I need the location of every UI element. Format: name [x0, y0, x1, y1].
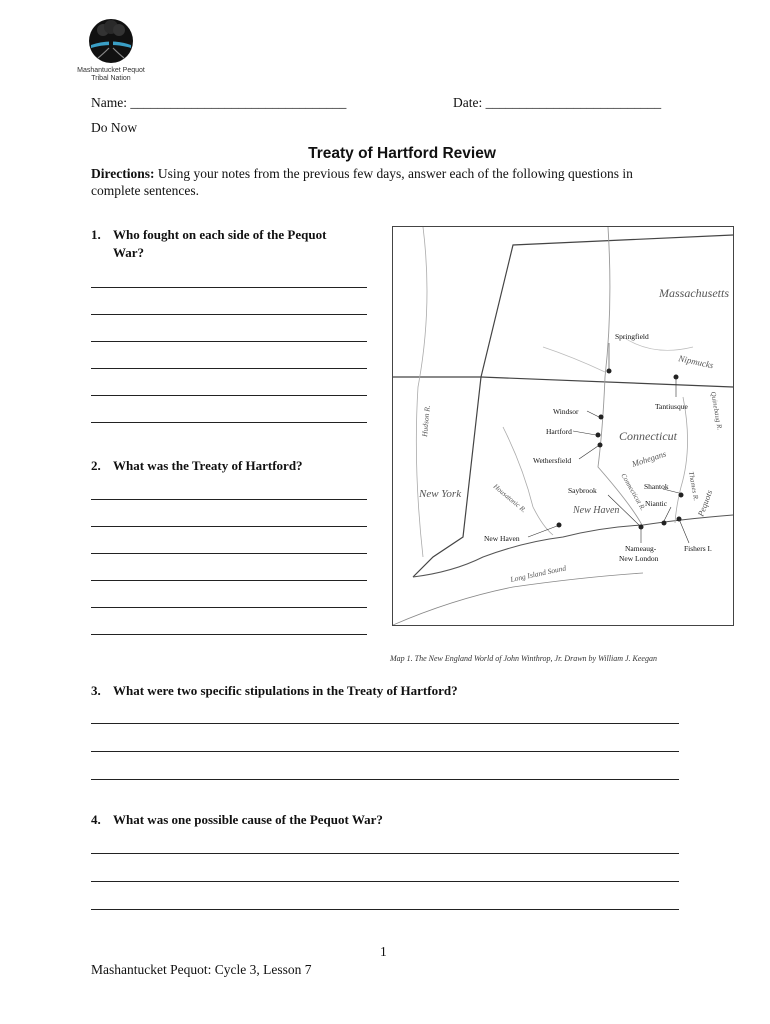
question-number: 3.: [91, 683, 101, 698]
question-number: 1.: [91, 227, 101, 242]
question-2: [91, 458, 303, 474]
city-hartford: Hartford: [546, 427, 572, 436]
region-pequots: Pequots: [695, 488, 715, 518]
region-massachusetts: Massachusetts: [659, 286, 729, 300]
question-1: [91, 227, 326, 243]
answer-line[interactable]: [91, 909, 679, 910]
page-title: Treaty of Hartford Review: [308, 145, 496, 162]
answer-line[interactable]: [91, 314, 367, 315]
question-text: What was one possible cause of the Pequot War?: [113, 812, 383, 827]
city-springfield: Springfield: [615, 332, 649, 341]
logo-caption-line2: Tribal Nation: [91, 75, 131, 82]
answer-line[interactable]: [91, 553, 367, 554]
river-hudson: Hudson R.: [420, 404, 432, 438]
question-number: 4.: [91, 812, 101, 827]
city-shantok: Shantok: [644, 482, 669, 491]
river-connecticut: Connecticut R.: [619, 472, 648, 513]
city-windsor: Windsor: [553, 407, 579, 416]
answer-line[interactable]: [91, 526, 367, 527]
answer-line[interactable]: [91, 779, 679, 780]
region-mohegans: Mohegans: [630, 448, 668, 469]
answer-line[interactable]: [91, 751, 679, 752]
map-svg: [393, 227, 733, 625]
region-nipmucks: Nipmucks: [677, 353, 715, 371]
city-niantic: Niantic: [645, 499, 668, 508]
question-4: [91, 812, 383, 828]
city-saybrook: Saybrook: [568, 486, 597, 495]
logo: [88, 18, 134, 64]
region-long-island-sound: Long Island Sound: [509, 563, 567, 584]
date-field[interactable]: Date: __________________________: [453, 95, 662, 110]
city-fishers-island: Fishers I.: [684, 544, 712, 553]
question-number: 2.: [91, 458, 101, 473]
footer-text: Mashantucket Pequot: Cycle 3, Lesson 7: [91, 962, 312, 977]
question-1-line2: War?: [113, 245, 145, 260]
page-number: 1: [380, 944, 387, 959]
tree-logo-icon: [88, 18, 134, 64]
map: [392, 226, 734, 626]
directions: [91, 165, 691, 199]
answer-line[interactable]: [91, 368, 367, 369]
answer-line[interactable]: [91, 341, 367, 342]
city-tantiusque: Tantiusque: [655, 402, 688, 411]
answer-line[interactable]: [91, 395, 367, 396]
logo-caption: [66, 67, 156, 83]
region-connecticut: Connecticut: [619, 429, 677, 443]
logo-caption-line1: Mashantucket Pequot: [77, 67, 145, 74]
name-field[interactable]: Name: ________________________________: [91, 95, 347, 110]
river-quinebaug: Quinebaug R.: [709, 390, 724, 431]
map-caption: Map 1. The New England World of John Winthrop, Jr. Drawn by William J. Keegan: [390, 654, 657, 663]
city-new-london: New London: [619, 554, 659, 563]
city-nameaug: Nameaug-: [625, 544, 657, 553]
river-thames: Thames R.: [687, 470, 701, 502]
question-text: What was the Treaty of Hartford?: [113, 458, 303, 473]
answer-line[interactable]: [91, 580, 367, 581]
answer-line[interactable]: [91, 607, 367, 608]
directions-text-line2: complete sentences.: [91, 183, 199, 198]
region-new-haven: New Haven: [573, 505, 620, 516]
answer-line[interactable]: [91, 634, 367, 635]
question-text: Who fought on each side of the Pequot: [113, 227, 327, 242]
answer-line[interactable]: [91, 723, 679, 724]
directions-text: Using your notes from the previous few days, answer each of the following questions in: [157, 166, 633, 181]
do-now-label: Do Now: [91, 120, 138, 135]
question-text: What were two specific stipulations in the Treaty of Hartford?: [113, 683, 458, 698]
directions-label: Directions:: [91, 166, 155, 181]
region-new-york: New York: [419, 488, 462, 500]
answer-line[interactable]: [91, 853, 679, 854]
answer-line[interactable]: [91, 499, 367, 500]
question-3: [91, 683, 458, 699]
city-new-haven: New Haven: [484, 534, 520, 543]
city-wethersfield: Wethersfield: [533, 456, 572, 465]
river-housatonic: Housatonic R.: [491, 482, 528, 515]
answer-line[interactable]: [91, 422, 367, 423]
answer-line[interactable]: [91, 881, 679, 882]
answer-line[interactable]: [91, 287, 367, 288]
